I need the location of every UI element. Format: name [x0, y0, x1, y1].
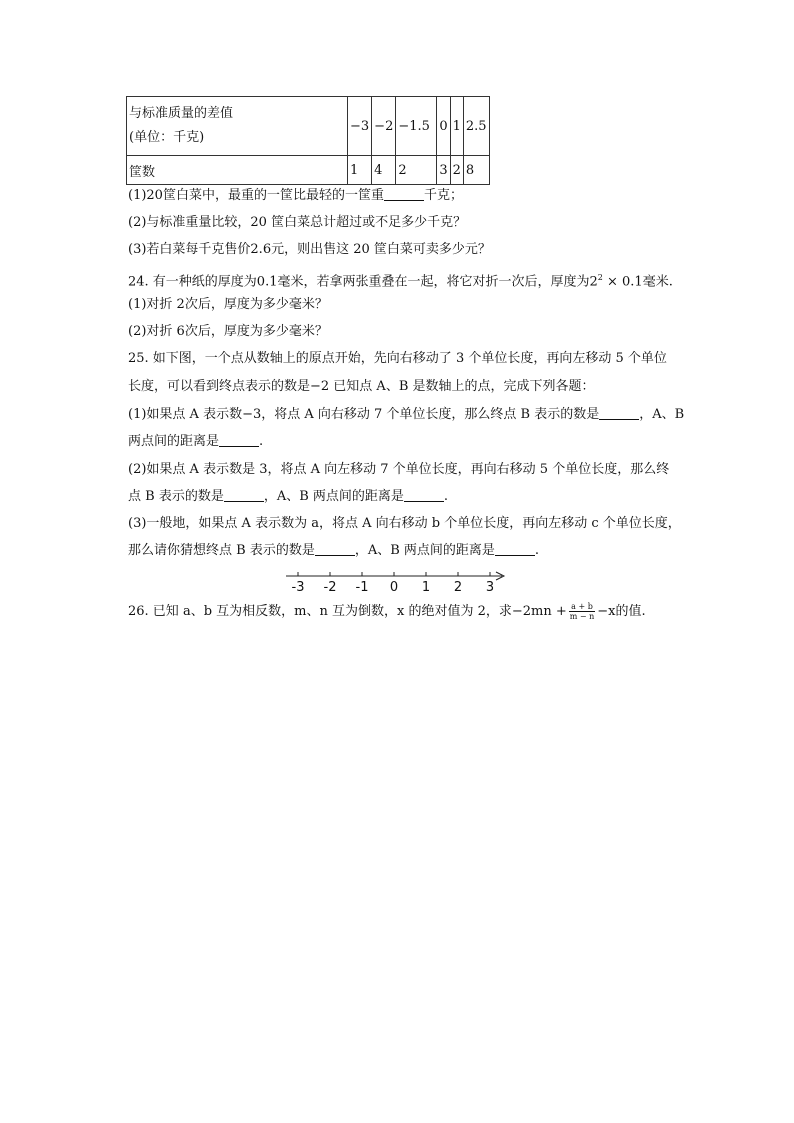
table-cell: 4 — [372, 156, 396, 185]
number-line — [282, 568, 512, 598]
q24-part1: (1)对折 2次后，厚度为多少毫米？ — [128, 297, 328, 312]
tick-group — [292, 572, 495, 595]
q25-part3-text: 那么请你猜想终点 B 表示的数是 — [128, 543, 315, 558]
fraction-denominator: m − n — [569, 612, 595, 621]
q23-part1-unit: 千克； — [423, 188, 463, 203]
q23-part3: (3)若白菜每千克售价2.6元，则出售这 20 筐白菜可卖多少元？ — [128, 242, 491, 257]
q24-stem-end: × 0.1毫米. — [602, 274, 673, 290]
q24-stem — [128, 268, 673, 292]
number-line-tick-label: 0 — [389, 580, 399, 595]
q24-stem-text: 24. 有一种纸的厚度为0.1毫米，若拿两张重叠在一起，将它对折一次后，厚度为2 — [128, 274, 598, 290]
number-line-tick-label: 1 — [421, 580, 431, 595]
fraction — [569, 602, 596, 621]
q24-exponent: 2 — [597, 273, 603, 282]
number-line-tick-label: -3 — [291, 580, 305, 595]
q25-part1-end: . — [259, 434, 264, 449]
difference-table — [126, 96, 490, 185]
table-row — [127, 97, 490, 156]
answer-blank[interactable] — [224, 487, 264, 502]
number-line-tick-label: -2 — [323, 580, 337, 595]
unit-label: (单位：千克) — [129, 130, 205, 145]
table-cell: 0 — [437, 97, 450, 156]
answer-blank[interactable] — [219, 432, 259, 447]
q25-part2-text: 点 B 表示的数是 — [128, 489, 224, 504]
answer-blank[interactable] — [495, 541, 535, 556]
q23-part1 — [128, 186, 463, 206]
number-line-tick-label: 2 — [453, 580, 463, 595]
answer-blank[interactable] — [315, 541, 355, 556]
table-cell: 1 — [450, 97, 463, 156]
q25-part1-text: (1)如果点 A 表示数−3，将点 A 向右移动 7 个单位长度，那么终点 B 表示的数是 — [128, 407, 600, 422]
number-line-tick-label: -1 — [355, 580, 369, 595]
table-header-cell: 筐数 — [127, 156, 348, 185]
table-cell: 2.5 — [463, 97, 489, 156]
answer-blank[interactable] — [599, 405, 639, 420]
q26-text: 26. 已知 a、b 互为相反数，m、n 互为倒数，x 的绝对值为 2，求−2mn + — [128, 604, 567, 619]
table-header-cell — [127, 97, 348, 156]
table-cell: 8 — [463, 156, 489, 185]
q25-part1-text3: 两点间的距离是 — [128, 434, 220, 449]
q25-part2-line1: (2)如果点 A 表示数是 3，将点 A 向左移动 7 个单位长度，再向右移动 5 个单位长度，那么终 — [128, 462, 670, 477]
table-cell: 2 — [450, 156, 463, 185]
number-line-tick-label: 3 — [485, 580, 495, 595]
q25-part1-text2: ，A、B — [639, 407, 685, 422]
table-cell: 2 — [396, 156, 437, 185]
table-cell: −3 — [348, 97, 372, 156]
table-row — [127, 156, 490, 185]
q25-part2-text2: ，A、B 两点间的距离是 — [263, 489, 404, 504]
difference-label: 与标准质量的差值 — [129, 106, 234, 121]
q24-part2: (2)对折 6次后，厚度为多少毫米？ — [128, 324, 328, 339]
q23-part1-text: (1)20筐白菜中，最重的一筐比最轻的一筐重 — [128, 188, 384, 203]
q25-part2-end: . — [443, 489, 449, 504]
fraction-numerator: a + b — [569, 602, 596, 612]
q25-part3-line2 — [128, 541, 539, 561]
q23-part2: (2)与标准重量比较，20 筐白菜总计超过或不足多少千克？ — [128, 215, 467, 230]
q25-part3-end: . — [534, 543, 540, 558]
answer-blank[interactable] — [384, 186, 424, 201]
table-cell: −2 — [372, 97, 396, 156]
q25-part2-line2 — [128, 487, 448, 507]
q25-part1-line2 — [128, 432, 263, 452]
table-cell: −1.5 — [396, 97, 437, 156]
q25-part3-line1: (3)一般地，如果点 A 表示数为 a，将点 A 向右移动 b 个单位长度，再向左移动 c 个单位长度， — [128, 516, 681, 531]
table-cell: 1 — [348, 156, 372, 185]
q26-stem — [128, 602, 646, 622]
q25-stem-line1: 25. 如下图，一个点从数轴上的原点开始，先向右移动了 3 个单位长度，再向左移动 5 个单位 — [128, 351, 667, 366]
table-cell: 3 — [437, 156, 450, 185]
q25-stem-line2: 长度，可以看到终点表示的数是−2 已知点 A、B 是数轴上的点，完成下列各题： — [128, 379, 595, 394]
q25-part3-text2: ，A、B 两点间的距离是 — [354, 543, 495, 558]
answer-blank[interactable] — [404, 487, 444, 502]
q26-end: −x的值. — [597, 604, 646, 619]
q25-part1-line1 — [128, 405, 684, 425]
